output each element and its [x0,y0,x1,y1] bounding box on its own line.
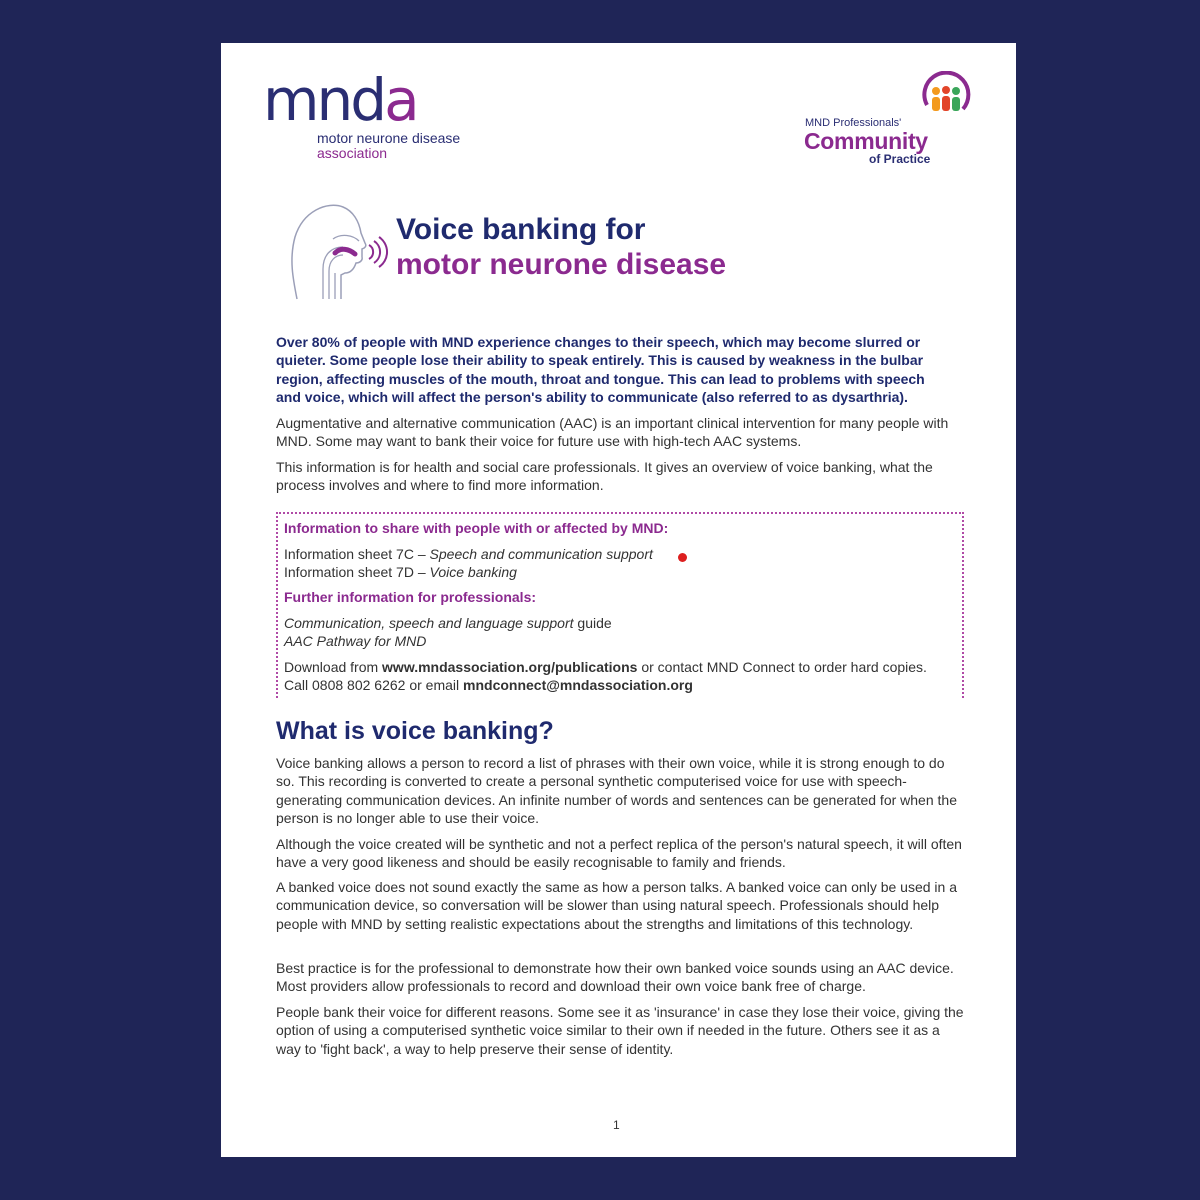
mnda-logo-mnd: mnd [263,66,385,134]
guide-suffix: guide [573,615,612,631]
infobox-heading-share: Information to share with people with or affected by MND: [284,520,669,536]
sheet-7c-title: Speech and communication support [429,546,653,562]
sheet-7d-prefix: Information sheet 7D – [284,564,430,581]
mnda-logo-wordmark [263,66,417,134]
mnda-logo-line1: motor neurone disease [317,130,461,146]
sheet-7d-title: Voice banking [429,564,517,581]
download-middle-text: or contact MND Connect to order hard copies. Call 0808 802 6262 or email [284,659,927,694]
community-people-icon [917,71,973,127]
head-speech-illustration-icon [283,199,393,303]
section-paragraph-5: People bank their voice for different reasons. Some see it as 'insurance' in case they lose their voice, giving the option of using a computerised synthetic voice similar to their own if needed in the future. Others see it as a way to 'fight back', a way to help preserve their sense of identity. [276,1004,964,1057]
intro-audience-paragraph: This information is for health and social care professionals. It gives an overview of voice banking, what the process involves and where to find more information. [276,459,933,494]
page-title-line1: Voice banking for [396,213,646,246]
section-paragraph-3: A banked voice does not sound exactly the same as how a person talks. A banked voice can only be used in a communication device, so conversation will be slower than using natural speech. Professionals should help people with MND by setting realistic expectations about the strengths and limitations of this technology. [276,879,957,932]
download-url-link[interactable]: www.mndassociation.org/publications [382,659,638,675]
intro-lead-paragraph: Over 80% of people with MND experience changes to their speech, which may become slurred or quieter. Some people lose their ability to speak entirely. This is caused by weakness in the bulbar region, affecting muscles of the mouth, throat and tongue. This can lead to problems with speech and voice, which will affect the person's ability to communicate (also referred to as dysarthria). [276,334,925,405]
red-marker-dot [678,553,687,562]
email-link[interactable]: mndconnect@mndassociation.org [463,677,693,694]
download-prefix: Download from [284,659,383,675]
sheet-7c-prefix: Information sheet 7C – [284,546,430,562]
infobox-download-text [284,658,944,695]
page-number: 1 [613,1118,620,1132]
infobox-heading-professionals: Further information for professionals: [284,589,537,605]
infobox-sheet-7c[interactable] [284,545,944,563]
cop-logo-title: Community [804,128,928,154]
page-title-line2: motor neurone disease [396,248,727,281]
mnda-logo-line2: association [317,145,388,161]
mnda-logo-a: a [384,66,417,134]
cop-logo-subtitle: of Practice [869,152,931,166]
infobox-professional-list [284,614,944,651]
document-page [221,43,1016,1157]
section-paragraph-2: Although the voice created will be synthetic and not a perfect replica of the person's natural speech, it will often have a very good likeness and should be easily recognisable to family and friends. [276,836,962,871]
cop-logo-pretitle: MND Professionals' [805,117,902,129]
section-paragraph-1: Voice banking allows a person to record a list of phrases with their own voice, while it is strong enough to do so. This recording is converted to create a personal synthetic computerised voice for use with speech-generating communication devices. An infinite number of words and sentences can be generated for when the person is no longer able to use their voice. [276,755,957,826]
intro-aac-paragraph: Augmentative and alternative communication (AAC) is an important clinical intervention for many people with MND. Some may want to bank their voice for future use with high-tech AAC systems. [276,415,949,450]
infobox-pathway[interactable] [284,632,944,650]
infobox-sheet-7d[interactable] [284,563,944,581]
infobox-sheet-list [284,545,944,582]
section-paragraph-4: Best practice is for the professional to demonstrate how their own banked voice sounds using an AAC device. Most providers allow professionals to record and download their own voice bank free of charge. [276,960,954,995]
section-heading: What is voice banking? [276,717,554,745]
pathway-title: AAC Pathway for MND [284,633,427,650]
infobox-guide[interactable] [284,614,944,632]
guide-title: Communication, speech and language support [284,615,574,631]
